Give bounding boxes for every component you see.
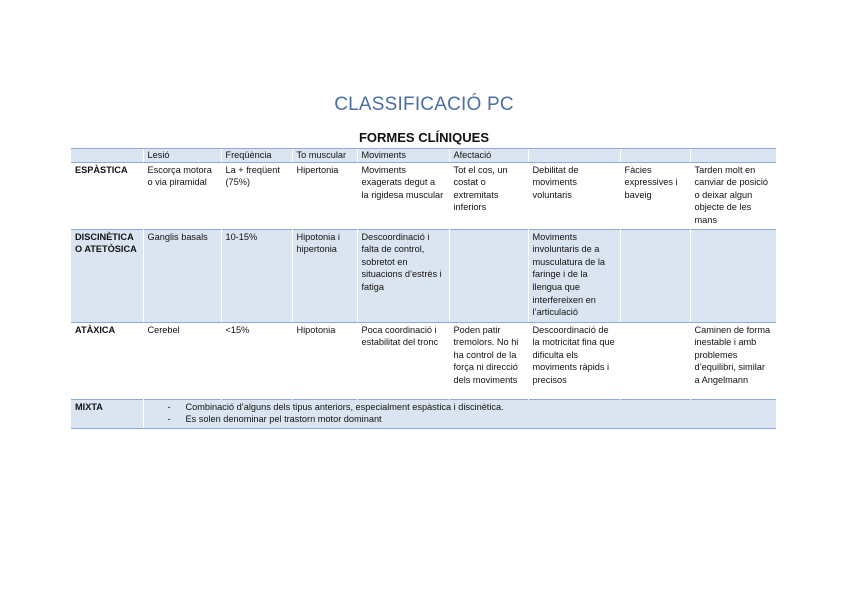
- list-item: [148, 413, 773, 426]
- note-text: Es solen denominar pel trastorn motor dominant: [185, 414, 382, 425]
- table-cell: [690, 229, 776, 322]
- table-cell: Hipotonia i hipertonia: [292, 229, 357, 322]
- header-cell-moviments: Moviments: [357, 149, 449, 163]
- table-cell: Fàcies expressives i baveig: [620, 162, 690, 229]
- table-cell: Escorça motora o via piramidal: [143, 162, 221, 229]
- table-cell: Poden patir tremolors. No hi ha control de la força ni direcció dels moviments: [449, 322, 528, 399]
- table-cell: Tot el cos, un costat o extremitats inferiors: [449, 162, 528, 229]
- table-header-row: [71, 149, 776, 163]
- table-cell: Hipertonia: [292, 162, 357, 229]
- header-cell: [620, 149, 690, 163]
- table-cell: [620, 322, 690, 399]
- table-row-espastica: [71, 162, 776, 229]
- table-row-ataxica: [71, 322, 776, 399]
- row-label: ESPÀSTICA: [71, 162, 143, 229]
- table-cell: Poca coordinació i estabilitat del tronc: [357, 322, 449, 399]
- table-cell: 10-15%: [221, 229, 292, 322]
- table-cell: Cerebel: [143, 322, 221, 399]
- table-caption: FORMES CLÍNIQUES: [358, 130, 489, 145]
- note-text: Combinació d’alguns dels tipus anteriors, especialment espàstica i discinètica.: [185, 401, 504, 412]
- table-cell: Moviments exagerats degut a la rigidesa muscular: [357, 162, 449, 229]
- table-row-discinetica: [71, 229, 776, 322]
- row-label: MIXTA: [71, 399, 143, 428]
- header-cell-afectacio: Afectació: [449, 149, 528, 163]
- row-label: DISCINÈTICA O ATETÒSICA: [71, 229, 143, 322]
- header-cell-to-muscular: To muscular: [292, 149, 357, 163]
- dash-bullet: -: [167, 414, 171, 425]
- dash-bullet: -: [167, 401, 171, 412]
- mixta-notes-list: [148, 401, 773, 426]
- table-cell: [449, 229, 528, 322]
- header-cell: [71, 149, 143, 163]
- row-label: ATÀXICA: [71, 322, 143, 399]
- header-cell: [528, 149, 620, 163]
- table-cell: La + freqüent (75%): [221, 162, 292, 229]
- header-cell: [690, 149, 776, 163]
- table-cell: <15%: [221, 322, 292, 399]
- header-cell-frequencia: Freqüència: [221, 149, 292, 163]
- list-item: [148, 401, 773, 414]
- table-cell: Ganglis basals: [143, 229, 221, 322]
- table-cell: [620, 229, 690, 322]
- mixta-notes-cell: [143, 399, 776, 428]
- table-cell: Moviments involuntaris de a musculatura de la faringe i de la llengua que interfereixen en l’articulació: [528, 229, 620, 322]
- table-cell: Caminen de forma inestable i amb problemes d’equilibri, similar a Angelmann: [690, 322, 776, 399]
- table-cell: Tarden molt en canviar de posició o deixar algun objecte de les mans: [690, 162, 776, 229]
- page-title: CLASSIFICACIÓ PC: [334, 94, 514, 115]
- table-cell: Descoordinació i falta de control, sobretot en situacions d’estrès i fatiga: [357, 229, 449, 322]
- classification-table: [71, 148, 776, 429]
- table-cell: Hipotonia: [292, 322, 357, 399]
- table-cell: Descoordinació de la motricitat fina que dificulta els moviments ràpids i precisos: [528, 322, 620, 399]
- header-cell-lesio: Lesió: [143, 149, 221, 163]
- table-row-mixta: [71, 399, 776, 428]
- table-cell: Debilitat de moviments voluntaris: [528, 162, 620, 229]
